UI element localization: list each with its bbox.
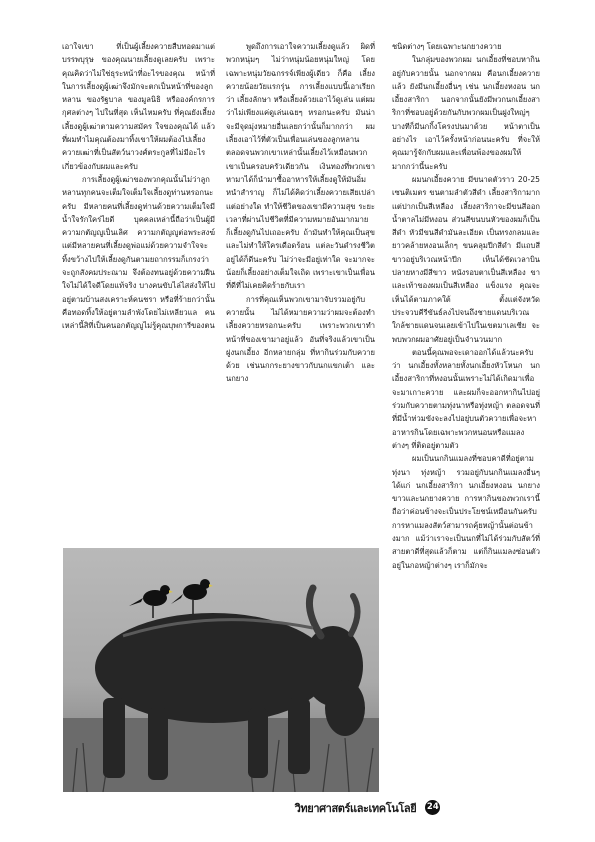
buffalo-illustration [63,548,379,792]
paragraph: พูดถึงการเอาใจความเลี้ยงดูแล้ว ผิดที่พวกหนุ่มๆ ไม่ว่าหนุ่มน้อยหนุ่มใหญ่ โดยเฉพาะหนุ่มวัยฉกรรจ์เพียงผู้เดียว ก็คือ เลี้ยงควายน้อยวัยแรกรุ่น การเลี้ยงแบบนี้เอาเรียกว่า เลี้ยงลักษา หรือเลี้ยงด้วยเอาไว้ดูเล่น แต่ผมว่าไม่เพียงแค่ดูเล่นเฉยๆ หรอกนะครับ มันน่าจะมีจุดมุ่งหมายอื่นเลยกว่านั้นก็มากกว่า ผมเลี้ยงเอาไว้ที่ตัวเป็นเพื่อนเล่นของลูกหลานตลอดจนพวกเขาเหล่านั้นเลี้ยงไว้เหมือนพวกเขาเป็นครอบครัวเดียวกัน เงินทองที่พวกเขาหามาได้ก็นำมาซื้ออาหารให้เลี้ยงดูให้มันอิ่มหนำสำราญ ก็ไม่ได้คิดว่าเลี้ยงควายเสียเปล่าแต่อย่างใด ทำให้ชีวิตของเขามีความสุข ระยะเวลาที่ผ่านไปชีวิตที่มีความหมายอันมากมาย ก็เลี้ยงดูกันไปเถอะครับ ถ้ามันทำให้คุณเป็นสุขและไม่ทำให้ใครเดือดร้อน แต่ละวันดำรงชีวิตอยู่ได้ก็ดีนะครับ ไม่ว่าจะมีอยู่เท่าใด จะมากจะน้อยก็เลี้ยงอย่างเต็มใจเถิด เพราะเขาเป็นเพื่อนที่ดีที่ไม่เคยคิดร้ายกับเรา [226,42,375,291]
page-footer [0,797,595,813]
paragraph: การที่คุณเห็นพวกเขามาจับรวมอยู่กับควายนั้น ไม่ได้หมายความว่าผมจะต้องทำเลี้ยงควายหรอกนะครับ เพราะพวกเขาทำหน้าที่ของเขามาอยู่แล้ว อันที่จริงแล้วเขาเป็นฝูงนกเอี้ยง อีกหลายกลุ่ม ที่หากินร่วมกับควายด้วย เช่นนกกระยางขาวกับนกแขกเต้า และนกยาง [226,294,375,384]
buffalo-photo [63,548,379,792]
paragraph: ผมเป็นนกกินแมลงที่ชอบคาดีที่อยู่ตามทุ่งนา ทุ่งหญ้า รวมอยู่กับนกกินแมลงอื่นๆ ได้แก่ นกเอี้ยงสาริกา นกเอี้ยงหงอน นกยางขาวและนกยางควาย การหากินของพวกเรานี้ถือว่าค่อนข้างจะเป็นประโยชน์เหมือนกันครับ การหาแมลงสัตว์สามารถคุ้ยหญ้านั้นต่อนข้างมาก แม้ว่าเราจะเป็นนกที่ไม่ได้ร่วมกับสัตว์ที่สายตาดีที่สุดแล้วก็ตาม แต่ก็กินแมลงซ่อนตัวอยู่ในกอหญ้าต่างๆ เราก็มักจะ [392,454,540,570]
bird-beak [209,584,213,587]
paragraph: เอาใจเขา ที่เป็นผู้เลี้ยงควายสืบทอดมาแต่บรรพบุรุษ ของคุณนายเลี้ยงดูเลยครับ เพราะคุณคิดว่าไม่ใช่ธุระหน้าที่อะไรของคุณ หน้าที่ในการเลี้ยงดูผู้เฒ่าจึงมักจะตกเป็นหน้าที่ของลูกหลาน ของรัฐบาล ของมูลนิธิ หรือองค์กรการกุศลต่างๆ ไปในที่สุด เห็นไหมครับ ที่คุณยังเลี้ยงเลี้ยงดูผู้เฒ่าตามความสมัคร ใจของคุณได้ แล้วที่ผมทำไมคุณต้องมาทิ้งเขาให้ผมต้องไปเลี้ยงควายเฒ่าที่เป็นสัตว์นาวงศ์ตระกูลที่ไม่มีอะไรเกี่ยวข้องกับผมและครับ [62,42,215,171]
paragraph: ตอนนี้คุณพอจะเดาออกได้แล้วนะครับว่า นกเอี้ยงทั้งหลายทั้งนกเอี้ยงหัวโหนก นกเอี้ยงสาริกาที่หงอนนั้นเพราะไม่ได้เกิดมาเพื่อจะมาเกาะควาย และผมก็จะออกหากินไปอยู่ร่วมกับควายตามทุ่งนาหรือทุ่งหญ้า ตลอดจนที่ที่มีน้ำท่วมขังจะลงไปอยู่บนตัวควายเพื่อจะหาอาหารกินโดยเฉพาะพวกหนอนหรือแมลงต่างๆ ที่ติดอยู่ตามตัว [392,347,540,450]
paragraph: ในกลุ่มของพวกผม นกเอี้ยงที่ชอบหากินอยู่กับควายนั้น นอกจากผม คือนกเอี้ยงควายแล้ว ยังมีนกเอี้ยงอื่นๆ เช่น นกเอี้ยงหงอน นกเอี้ยงสาริกา นอกจากนั้นยังมีพวกนกเอี้ยงสาริกาที่ชอบอยู่ด้วยกันกับพวกผมเป็นฝูงใหญ่ๆ บางทีก็มีนกกิ้งโครงปนมาด้วย หน้าตาเป็นอย่างไร เอาไว้ครั้งหน้าก่อนนะครับ ที่จะให้คุณมารู้จักกับผมและเพื่อนพ้องของผมให้มากกว่านี้นะครับ [392,55,540,171]
text-column-1 [62,40,215,540]
bird-beak [169,590,173,593]
mynah-bird [171,579,210,614]
text-column-3 [392,40,540,800]
paragraph: ชนิดต่างๆ โดยเฉพาะนกยางควาย [392,42,502,51]
page-number-badge: 24 [425,800,440,815]
paragraph: การเลี้ยงดูผู้เฒ่าของพวกคุณนั้นไม่ว่าลูกหลานทุกคนจะเต็มใจเต็มใจเลี้ยงดูท่านหรอกนะครับ มีหลายคนที่เลี้ยงดูท่านด้วยความเต็มใจมีน้ำใจรักใคร่ไยดี บุคคลเหล่านี้ถือว่าเป็นผู้มีความกตัญญูเป็นเลิศ ความกตัญญูต่อพระสงฆ์ แต่มีหลายคนที่เลี้ยงดูพ่อแม่ด้วยความจำใจจะทิ้งขว้างไปให้เลี้ยงดูกันตามยถากรรมก็เกรงว่าจะถูกสังคมประณาม จึงต้องทนอยู่ด้วยความฝืนใจไม่ได้ใจดีโดยแท้จริง บางคนขับไล่ไสส่งให้ไปอยู่ตามบ้านสงเคราะห์คนชรา หรือที่ร้ายกว่านั้นคือทอดทิ้งให้อยู่ตามลำพังโดยไม่เหลียวแล คนเหล่านี้สิที่เป็นคนอกตัญญูไม่รู้คุณบุพการีของตน [62,174,215,331]
paragraph: ผมนกเอี้ยงควาย มีขนาดตัวราว 20-25 เซนติเมตร ขนตามลำตัวสีดำ เลี้ยงสาริกามาก แต่ปากเป็นสีเหลือง เลี้ยงสาริกาจะมีขนสีออกน้ำตาลไม่มีหงอน ส่วนสีขนบนหัวของผมก็เป็นสีดำ หัวมีขนสีดำมันละเอียด เป็นทรงกลมและยาวคล้ายหงอนเล็กๆ ขนคลุมปีกสีดำ มีแถบสีขาวอยู่บริเวณหน้าปีก เห็นได้ชัดเวลาบิน ปลายหางมีสีขาว หนังรอบตาเป็นสีเหลือง ขาและเท้าของผมเป็นสีเหลือง แข็งแรง คุณจะเห็นได้ตามภาคใต้ ตั้งแต่จังหวัดประจวบคีรีขันธ์ลงไปจนถึงชายแดนบริเวณใกล้ชายแดนจนเลยเข้าไปในเขตมาเลเซีย จะพบพวกผมอาศัยอยู่เป็นจำนวนมาก [392,174,540,344]
mynah-bird [129,585,170,618]
magazine-title: วิทยาศาสตร์และเทคโนโลยี [294,801,417,815]
buffalo-horn [351,596,358,634]
text-column-2 [226,40,375,540]
